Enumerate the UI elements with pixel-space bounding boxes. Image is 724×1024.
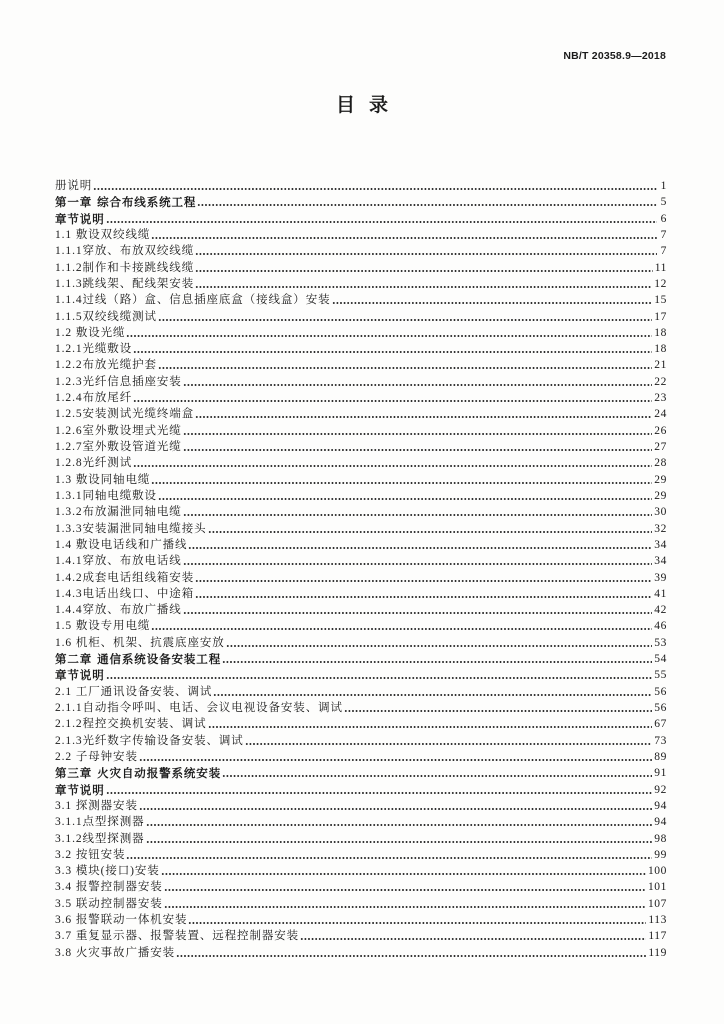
toc-entry-title: 1.5 敷设专用电缆 (55, 620, 151, 633)
toc-entry-title: 1.2.4布放尾纤 (55, 392, 133, 405)
toc-entry-page-number: 101 (647, 881, 667, 894)
dot-leader (183, 553, 653, 569)
toc-entry-page-number: 30 (654, 506, 667, 519)
toc-entry (55, 439, 667, 455)
toc-entry-title: 1.1.5双绞线缆测试 (55, 310, 157, 323)
toc-entry-title: 1.4.1穿放、布放电话线 (55, 555, 182, 568)
toc-entry-title: 3.2 按钮安装 (55, 848, 126, 861)
toc-entry-title: 3.1.2线型探测器 (55, 832, 145, 845)
toc-entry-page-number: 94 (654, 816, 667, 829)
toc-entry-title: 1.2.1光缆敷设 (55, 343, 133, 356)
toc-entry-title: 1.2.8光纤测试 (55, 457, 133, 470)
toc-entry-page-number: 113 (648, 914, 667, 927)
toc-entry (55, 553, 667, 569)
toc-entry (55, 521, 667, 537)
toc-entry (55, 178, 667, 194)
dot-leader (208, 521, 653, 537)
toc-entry (55, 406, 667, 422)
toc-entry-title: 1.2.2布放光缆护套 (55, 359, 157, 372)
toc-entry-page-number: 73 (654, 734, 667, 747)
toc-entry-page-number: 29 (654, 473, 667, 486)
dot-leader (161, 863, 646, 879)
toc-entry (55, 260, 667, 276)
dot-leader (139, 798, 652, 814)
toc-entry-page-number: 7 (660, 228, 667, 241)
dot-leader (195, 406, 652, 422)
standard-number: NB/T 20358.9—2018 (563, 50, 666, 62)
toc-entry (55, 194, 667, 210)
dot-leader (195, 570, 652, 586)
dot-leader (183, 504, 653, 520)
dot-leader (183, 439, 653, 455)
toc-entry-page-number: 92 (654, 783, 667, 796)
dot-leader (213, 684, 652, 700)
dot-leader (164, 879, 646, 895)
toc-entry-page-number: 34 (654, 538, 667, 551)
toc-entry (55, 716, 667, 732)
toc-entry-page-number: 12 (654, 277, 667, 290)
toc-entry-page-number: 117 (648, 930, 667, 943)
toc-entry-title: 3.7 重复显示器、报警装置、远程控制器安装 (55, 930, 300, 943)
toc-entry-title: 3.1 探测器安装 (55, 799, 138, 812)
toc-entry (55, 292, 667, 308)
toc-entry-page-number: 53 (654, 636, 667, 649)
toc-entry (55, 831, 667, 847)
toc-entry-title: 1.4.4穿放、布放广播线 (55, 604, 182, 617)
toc-entry-page-number: 41 (654, 587, 667, 600)
toc-entry-title: 1.6 机柜、机架、抗震底座安放 (55, 636, 225, 649)
toc-entry (55, 276, 667, 292)
dot-leader (151, 227, 657, 243)
toc-entry-page-number: 56 (654, 685, 667, 698)
dot-leader (158, 357, 652, 373)
dot-leader (188, 537, 652, 553)
toc-entry-title: 1.3.3安装漏泄同轴电缆接头 (55, 522, 207, 535)
toc-entry-title: 1.1.3跳线架、配线架安装 (55, 277, 195, 290)
toc-entry-page-number: 23 (654, 392, 667, 405)
dot-leader (126, 325, 652, 341)
toc-entry-title: 2.1 工厂通讯设备安装、调试 (55, 685, 213, 698)
toc-entry-title: 1.1.4过线（路）盒、信息插座底盒（接线盒）安装 (55, 294, 331, 307)
toc-entry-title: 章节说明 (55, 668, 105, 683)
toc-entry-title: 1.4.2成套电话组线箱安装 (55, 571, 195, 584)
toc-entry (55, 667, 667, 683)
dot-leader (183, 374, 653, 390)
toc-entry (55, 455, 667, 471)
dot-leader (158, 309, 652, 325)
toc-entry (55, 309, 667, 325)
dot-leader (195, 586, 652, 602)
toc-entry (55, 896, 667, 912)
toc-entry-title: 1.3 敷设同轴电缆 (55, 473, 151, 486)
toc-entry-title: 3.8 火灾事故广播安装 (55, 946, 176, 959)
dot-leader (344, 700, 652, 716)
toc-entry (55, 635, 667, 651)
toc-entry-title: 1.2 敷设光缆 (55, 326, 126, 339)
toc-entry-page-number: 67 (654, 718, 667, 731)
toc-entry (55, 684, 667, 700)
toc-entry-page-number: 94 (654, 799, 667, 812)
toc-entry-page-number: 46 (654, 620, 667, 633)
toc-entry-title: 章节说明 (55, 211, 105, 226)
toc-entry-page-number: 28 (654, 457, 667, 470)
toc-entry-title: 第三章 火灾自动报警系统安装 (55, 766, 222, 781)
toc-entry-title: 1.1.1穿放、布放双绞线缆 (55, 245, 195, 258)
toc-entry-page-number: 91 (654, 767, 667, 780)
toc-entry (55, 814, 667, 830)
toc-entry-title: 2.1.1自动指令呼叫、电话、会议电视设备安装、调试 (55, 702, 343, 714)
toc-entry (55, 928, 667, 944)
dot-leader (222, 765, 652, 781)
toc-entry (55, 390, 667, 406)
toc-entry-title: 1.2.5安装测试光缆终端盒 (55, 408, 195, 421)
toc-entry-page-number: 100 (647, 865, 667, 878)
toc-entry (55, 945, 667, 961)
toc-entry-page-number: 18 (654, 326, 667, 339)
toc-entry-page-number: 34 (654, 555, 667, 568)
dot-leader (126, 847, 652, 863)
toc-entry-page-number: 99 (654, 848, 667, 861)
dot-leader (133, 455, 652, 471)
dot-leader (222, 651, 652, 667)
toc-entry-title: 3.5 联动控制器安装 (55, 897, 163, 910)
dot-leader (158, 488, 652, 504)
dot-leader (226, 635, 653, 651)
dot-leader (146, 814, 653, 830)
toc-entry-page-number: 26 (654, 424, 667, 437)
toc-entry-title: 3.1.1点型探测器 (55, 816, 145, 829)
toc-entry-page-number: 27 (654, 441, 667, 453)
toc-entry-page-number: 18 (654, 343, 667, 356)
dot-leader (106, 667, 653, 683)
toc-entry-page-number: 1 (660, 180, 667, 192)
toc-entry-page-number: 89 (654, 750, 667, 763)
toc-entry-title: 1.2.6室外敷设埋式光缆 (55, 424, 182, 437)
toc-entry-title: 1.3.2布放漏泄同轴电缆 (55, 506, 182, 519)
toc-entry (55, 879, 667, 895)
toc-entry-title: 章节说明 (55, 782, 105, 797)
toc-entry (55, 912, 667, 928)
toc-entry-title: 2.1.3光纤数字传输设备安装、调试 (55, 734, 244, 747)
toc-entry-page-number: 7 (660, 245, 667, 258)
dot-leader (133, 341, 652, 357)
toc-entry-title: 3.6 报警联动一体机安装 (55, 914, 188, 927)
toc-entry (55, 227, 667, 243)
toc-entry-title: 第二章 通信系统设备安装工程 (55, 652, 222, 667)
toc-entry (55, 863, 667, 879)
dot-leader (133, 390, 652, 406)
dot-leader (183, 602, 653, 618)
dot-leader (208, 716, 653, 732)
toc-entry-title: 册说明 (55, 180, 93, 192)
page-title: 目录 (335, 94, 402, 116)
toc-entry-page-number: 29 (654, 489, 667, 502)
toc-entry-title: 1.2.3光纤信息插座安装 (55, 375, 182, 388)
toc-entry-page-number: 17 (654, 310, 667, 323)
toc-entry (55, 782, 667, 798)
dot-leader (151, 618, 652, 634)
toc-entry (55, 374, 667, 390)
toc-entry (55, 423, 667, 439)
toc-entry-title: 1.1.2制作和卡接跳线线缆 (55, 261, 195, 274)
toc-entry (55, 749, 667, 765)
dot-leader (195, 276, 652, 292)
toc-entry (55, 765, 667, 781)
toc-entry-page-number: 119 (648, 946, 667, 959)
toc-entry-page-number: 6 (660, 212, 667, 225)
toc-entry-page-number: 24 (654, 408, 667, 421)
toc-entry-page-number: 22 (654, 375, 667, 388)
toc-entry (55, 618, 667, 634)
toc-entry (55, 586, 667, 602)
dot-leader (106, 211, 657, 227)
toc-entry-page-number: 54 (654, 653, 667, 666)
toc-entry (55, 651, 667, 667)
dot-leader (93, 178, 657, 194)
toc-entry-title: 2.2 子母钟安装 (55, 750, 138, 763)
toc-entry-page-number: 21 (654, 359, 667, 372)
toc-entry (55, 537, 667, 553)
dot-leader (151, 472, 652, 488)
toc-entry-page-number: 56 (654, 702, 667, 714)
toc-entry-title: 1.4 敷设电话线和广播线 (55, 538, 188, 551)
toc-entry-title: 2.1.2程控交换机安装、调试 (55, 718, 207, 731)
dot-leader (245, 733, 653, 749)
toc-entry (55, 570, 667, 586)
toc-entry (55, 504, 667, 520)
toc-entry-title: 1.2.7室外敷设管道光缆 (55, 441, 182, 453)
dot-leader (195, 260, 653, 276)
dot-leader (300, 928, 646, 944)
toc-entry (55, 357, 667, 373)
toc-entry (55, 847, 667, 863)
dot-leader (146, 831, 653, 847)
toc-entry-page-number: 39 (654, 571, 667, 584)
toc-entry (55, 488, 667, 504)
dot-leader (332, 292, 653, 308)
dot-leader (183, 423, 653, 439)
toc-entry-title: 3.4 报警控制器安装 (55, 881, 163, 894)
toc-entry (55, 733, 667, 749)
toc-entry (55, 798, 667, 814)
toc-entry-title: 1.4.3电话出线口、中途箱 (55, 587, 195, 600)
dot-leader (106, 782, 653, 798)
toc-entry (55, 341, 667, 357)
toc-entry-page-number: 15 (654, 294, 667, 307)
toc-entry-title: 第一章 综合布线系统工程 (55, 195, 197, 210)
toc-entry-page-number: 98 (654, 832, 667, 845)
dot-leader (176, 945, 646, 961)
toc-entry-title: 3.3 模块(接口)安装 (55, 865, 160, 878)
toc-entry-page-number: 55 (654, 669, 667, 682)
toc-entry (55, 211, 667, 227)
toc-entry (55, 602, 667, 618)
toc-entry (55, 472, 667, 488)
toc-entry (55, 700, 667, 716)
toc-entry-title: 1.3.1同轴电缆敷设 (55, 489, 157, 502)
dot-leader (195, 243, 657, 259)
toc-entry-page-number: 11 (654, 261, 667, 274)
dot-leader (139, 749, 652, 765)
dot-leader (197, 194, 657, 210)
table-of-contents (55, 178, 667, 961)
toc-entry-page-number: 42 (654, 604, 667, 617)
dot-leader (164, 896, 646, 912)
toc-entry (55, 243, 667, 259)
toc-entry-page-number: 5 (660, 196, 667, 209)
toc-entry (55, 325, 667, 341)
toc-entry-page-number: 32 (654, 522, 667, 535)
toc-entry-page-number: 107 (647, 897, 667, 910)
dot-leader (188, 912, 646, 928)
toc-entry-title: 1.1 敷设双绞线缆 (55, 228, 151, 241)
